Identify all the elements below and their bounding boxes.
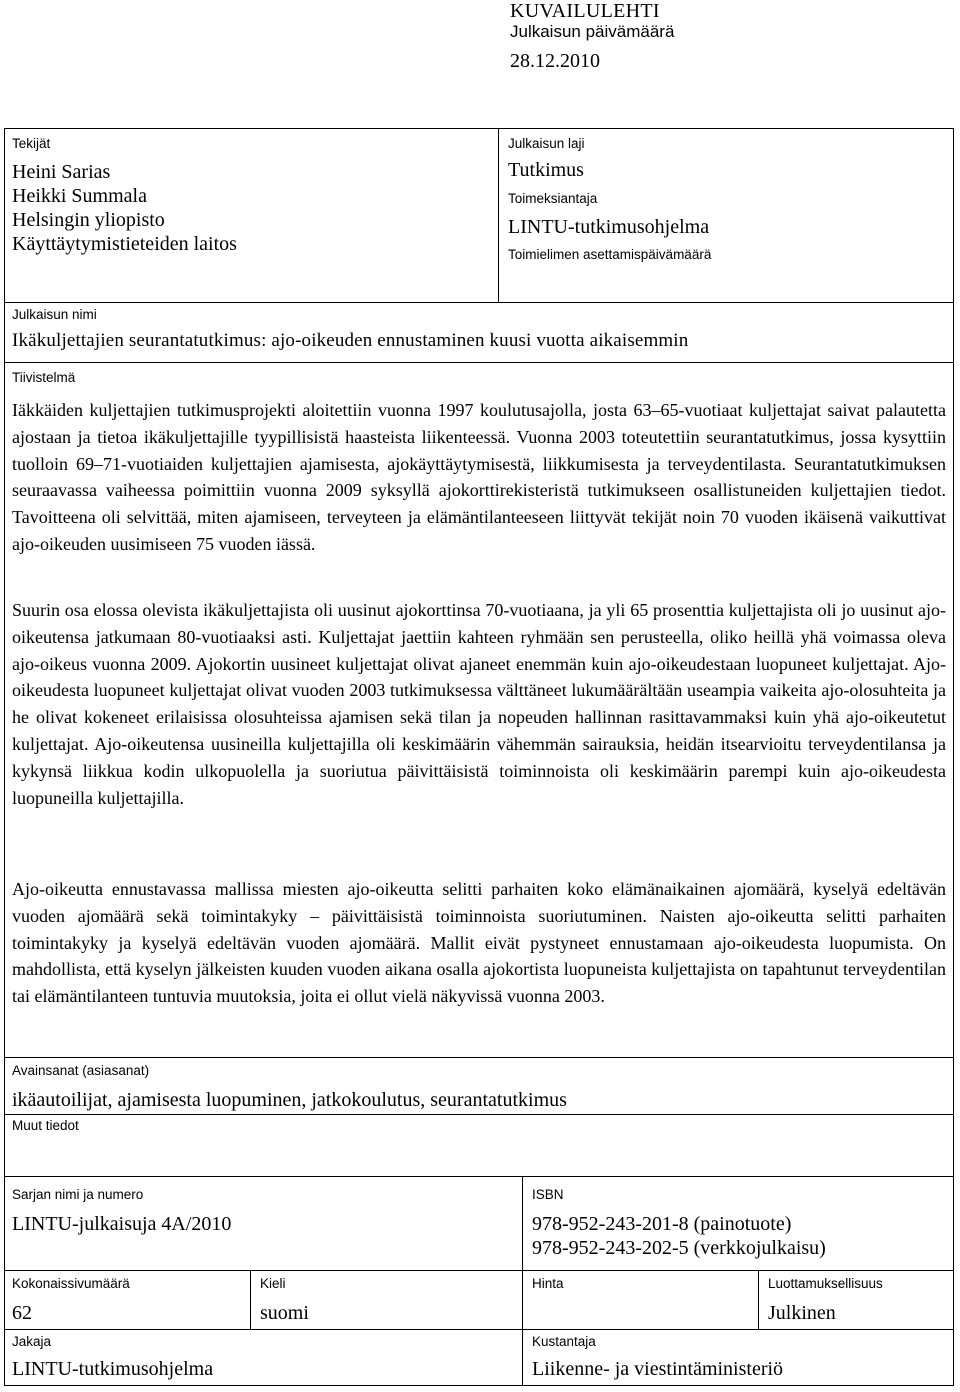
title-divider xyxy=(4,362,954,363)
abstract-paragraph-1 xyxy=(12,397,946,558)
price-confidentiality-divider xyxy=(758,1270,759,1329)
confidentiality-value: Julkinen xyxy=(768,1302,836,1324)
publication-type-value: Tutkimus xyxy=(508,159,584,181)
author-line: Heini Sarias xyxy=(12,161,111,183)
pages-value: 62 xyxy=(12,1302,32,1324)
language-value: suomi xyxy=(260,1302,309,1324)
isbn-values xyxy=(532,1212,826,1260)
author-line: Heikki Summala xyxy=(12,185,147,207)
metadata-row-divider-2 xyxy=(4,1329,954,1330)
keywords-divider xyxy=(4,1114,954,1115)
isbn-label: ISBN xyxy=(532,1187,564,1202)
publication-date-label: Julkaisun päivämäärä xyxy=(510,22,675,41)
abstract-text: Suurin osa elossa olevista ikäkuljettajista oli uusinut ajokorttinsa 70-vuotiaana, ja yli 65 prosenttia kuljettajista oli jo uusinut ajo-oikeutensa jatkumaan 80-vuotiaaksi asti. Kuljettajat jaettiin kahteen ryhmään sen perusteella, oliko heillä yhä voimassa oleva ajo-oikeus vuonna 2009. Ajokortin uusineet kuljettajat olivat ajaneet enemmän kuin ajo-oikeudestaan luopuneet kuljettajat. Ajo-oikeudesta luopuneet kuljettajat olivat vuoden 2003 tutkimuksessa välttäneet lukumäärältään useampia vaikeita ajo-olosuhteita ja he olivat kokeneet erilaisissa olosuhteissa ajamisen sekä tilan ja nopeuden hallinnan rasittavammaksi kuin yhä ajo-oikeutetut kuljettajat. Ajo-oikeutensa uusineilla kuljettajilla oli keskimäärin vähemmän sairauksia, heidän itsearvioitu terveydentilansa ja kykynsä liikkua kodin ulkopuolella ja suoriutua päivittäisistä toiminnoista oli keskimäärin parempi kuin ajo-oikeudesta luopuneilla kuljettajilla. xyxy=(12,600,946,808)
commissioner-label: Toimeksiantaja xyxy=(508,191,598,206)
abstract-paragraph-3 xyxy=(12,876,946,1010)
price-label: Hinta xyxy=(532,1276,564,1291)
language-label: Kieli xyxy=(260,1276,286,1291)
series-value: LINTU-julkaisuja 4A/2010 xyxy=(12,1213,232,1235)
publication-title: Ikäkuljettajien seurantatutkimus: ajo-oikeuden ennustaminen kuusi vuotta aikaisemmin xyxy=(12,330,689,351)
publication-date-value: 28.12.2010 xyxy=(510,50,600,72)
series-label: Sarjan nimi ja numero xyxy=(12,1187,144,1202)
commission-date-label: Toimielimen asettamispäivämäärä xyxy=(508,247,712,262)
keywords-label: Avainsanat (asiasanat) xyxy=(12,1063,150,1078)
title-label: Julkaisun nimi xyxy=(12,307,97,322)
isbn-print: 978-952-243-201-8 (painotuote) xyxy=(532,1213,792,1235)
confidentiality-label: Luottamuksellisuus xyxy=(768,1276,883,1291)
distributor-label: Jakaja xyxy=(12,1334,52,1349)
author-line: Käyttäytymistieteiden laitos xyxy=(12,233,237,255)
keywords-value: ikäautoilijat, ajamisesta luopuminen, jatkokoulutus, seurantatutkimus xyxy=(12,1089,567,1111)
authors-label: Tekijät xyxy=(12,136,51,151)
metadata-row-divider-1 xyxy=(4,1270,954,1271)
author-line: Helsingin yliopisto xyxy=(12,209,165,231)
abstract-label: Tiivistelmä xyxy=(12,370,76,385)
publisher-label: Kustantaja xyxy=(532,1334,596,1349)
pages-language-divider xyxy=(250,1270,251,1329)
isbn-online: 978-952-243-202-5 (verkkojulkaisu) xyxy=(532,1237,826,1259)
authors-list xyxy=(12,160,237,256)
document-type-heading: KUVAILULEHTI xyxy=(510,0,660,22)
publisher-value: Liikenne- ja viestintäministeriö xyxy=(532,1358,784,1380)
commissioner-value: LINTU-tutkimusohjelma xyxy=(508,216,710,238)
other-info-label: Muut tiedot xyxy=(12,1118,79,1133)
publication-type-label: Julkaisun laji xyxy=(508,136,585,151)
abstract-paragraph-2 xyxy=(12,597,946,811)
abstract-text: Ajo-oikeutta ennustavassa mallissa miesten ajo-oikeutta selitti parhaiten koko elämänaikainen ajomäärä, kyselyä edeltävän vuoden ajomäärä sekä toimintakyky – päivittäisistä toiminnoista suoriutuminen. Naisten ajo-oikeutta selitti parhaiten toimintakyky ja kyselyä edeltävän vuoden ajomäärä. Mallit eivät pystyneet ennustamaan ajo-oikeudesta luopumista. On mahdollista, että kyselyn jälkeisten kuuden vuoden aikana osalla ajokortista luopuneista kuljettajista on tapahtunut terveydentilan tai elämäntilanteen tuntuvia muutoksia, joita ei ollut vielä näkyvissä vuonna 2003. xyxy=(12,879,946,1007)
metadata-center-divider xyxy=(522,1176,523,1386)
pages-label: Kokonaissivumäärä xyxy=(12,1276,130,1291)
abstract-text: Iäkkäiden kuljettajien tutkimusprojekti aloitettiin vuonna 1997 koulutusajolla, josta 63–65-vuotiaat kuljettajat saivat palautetta ajostaan ja tietoa ikäkuljettajille tyypillisistä haasteista liikenteessä. Vuonna 2003 toteutettiin seurantatutkimus, jossa kysyttiin tuolloin 69–71-vuotiaiden kuljettajien ajamisesta, ajokäyttäytymisestä, liikkumisesta ja terveydentilasta. Seurantatutkimuksen seuraavassa vaiheessa poimittiin vuonna 2009 syksyllä ajokorttirekisteristä tutkimukseen osallistuneiden kuljettajien tiedot. Tavoitteena oli selvittää, miten ajamiseen, terveyteen ja elämäntilanteeseen liittyvät tekijät noin 70 vuoden ikäisenä vaikuttivat ajo-oikeuden uusimiseen 75 vuoden iässä. xyxy=(12,400,946,554)
authors-divider xyxy=(498,128,499,303)
distributor-value: LINTU-tutkimusohjelma xyxy=(12,1358,214,1380)
